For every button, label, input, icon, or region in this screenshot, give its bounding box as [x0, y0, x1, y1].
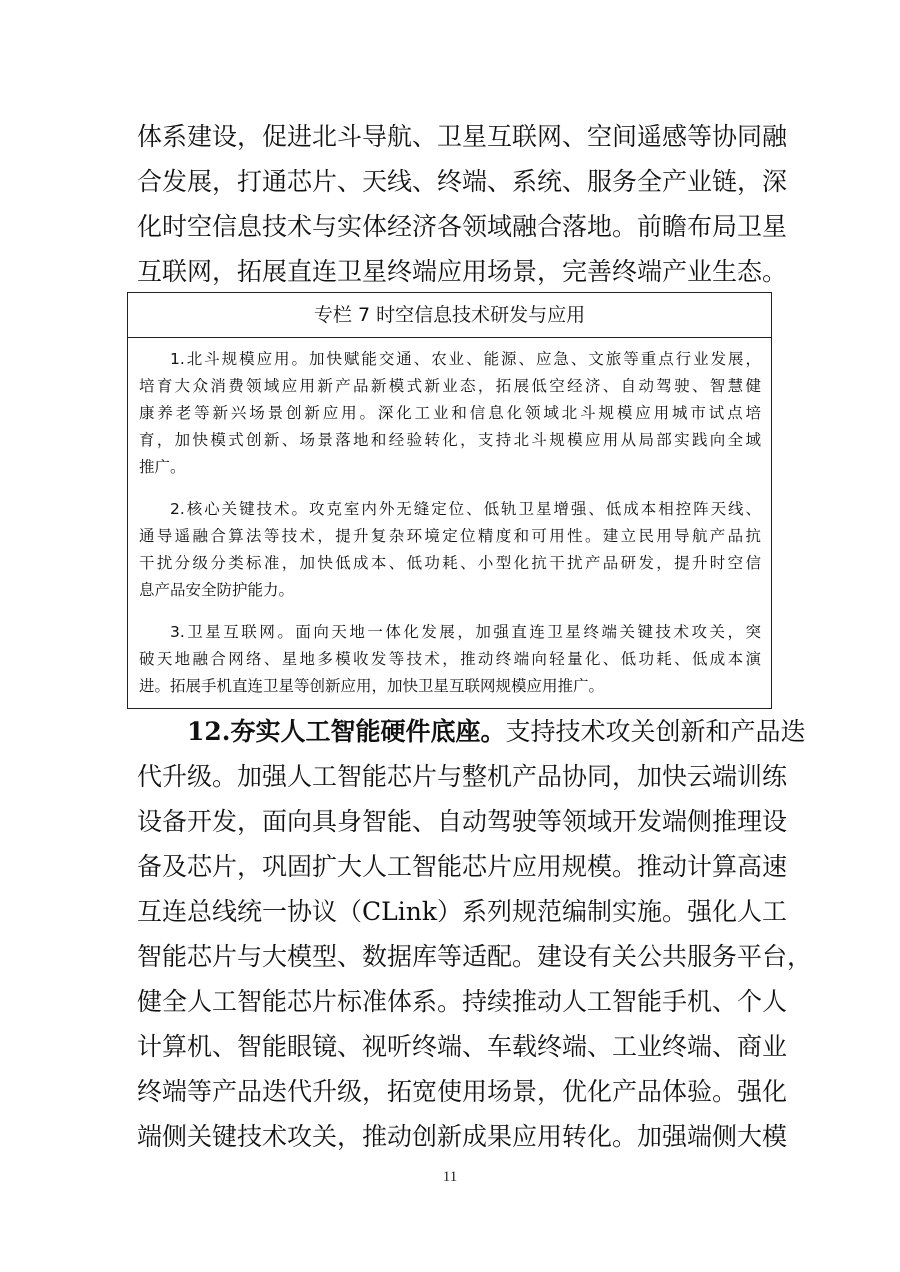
box-item-3-line-2: 破天地融合网络、星地多模收发等技术，推动终端向轻量化、低功耗、低成本演	[139, 650, 761, 668]
section-12-line-9: 终端等产品迭代升级，拓宽使用场景，优化产品体验。强化	[137, 1077, 788, 1106]
section-12-line-5: 互连总线统一协议（CLink）系列规范编制实施。强化人工	[137, 897, 787, 926]
box-item-3-heading: 3.卫星互联网。	[170, 623, 296, 641]
intro-line-2: 合发展，打通芯片、天线、终端、系统、服务全产业链，深	[137, 167, 788, 196]
box-item-2-line-2: 通导遥融合算法等技术，提升复杂环境定位精度和可用性。建立民用导航产品抗	[139, 527, 761, 545]
section-12-line-8: 计算机、智能眼镜、视听终端、车载终端、工业终端、商业	[137, 1032, 788, 1061]
box-item-1-line-2: 培育大众消费领域应用新产品新模式新业态，拓展低空经济、自动驾驶、智慧健	[139, 377, 761, 395]
page-number: 11	[442, 1169, 458, 1185]
section-12-line-1: 12.夯实人工智能硬件底座。支持技术攻关创新和产品迭	[187, 717, 806, 746]
column-box	[127, 292, 772, 709]
box-item-2-heading: 2.核心关键技术。	[170, 500, 309, 518]
box-item-1-line-1: 1.北斗规模应用。加快赋能交通、农业、能源、应急、文旅等重点行业发展，	[170, 350, 761, 368]
box-item-1-line-5: 推广。	[139, 458, 186, 476]
box-item-1-line-3: 康养老等新兴场景创新应用。深化工业和信息化领域北斗规模应用城市试点培	[139, 404, 761, 422]
section-12-line-10: 端侧关键技术攻关，推动创新成果应用转化。加强端侧大模	[137, 1122, 788, 1151]
section-12-line-6: 智能芯片与大模型、数据库等适配。建设有关公共服务平台，	[137, 942, 813, 971]
section-12-line-7: 健全人工智能芯片标准体系。持续推动人工智能手机、个人	[137, 987, 788, 1016]
box-item-3-line-1: 3.卫星互联网。面向天地一体化发展，加强直连卫星终端关键技术攻关，突	[170, 623, 761, 641]
intro-line-3: 化时空信息技术与实体经济各领域融合落地。前瞻布局卫星	[137, 212, 788, 241]
box-item-2-line-3: 干扰分级分类标准，加快低成本、低功耗、小型化抗干扰产品研发，提升时空信	[139, 554, 761, 572]
section-12-line-2: 代升级。加强人工智能芯片与整机产品协同，加快云端训练	[137, 762, 788, 791]
section-12-line-3: 设备开发，面向具身智能、自动驾驶等领域开发端侧推理设	[137, 807, 788, 836]
box-item-2-line-1: 2.核心关键技术。攻克室内外无缝定位、低轨卫星增强、低成本相控阵天线、	[170, 500, 761, 518]
box-item-3-line-3: 进。拓展手机直连卫星等创新应用，加快卫星互联网规模应用推广。	[139, 677, 605, 695]
intro-line-1: 体系建设，促进北斗导航、卫星互联网、空间遥感等协同融	[137, 122, 788, 151]
column-box-title: 专栏 7 时空信息技术研发与应用	[128, 293, 771, 338]
box-item-1-heading: 1.北斗规模应用。	[170, 350, 309, 368]
section-12-line-4: 备及芯片，巩固扩大人工智能芯片应用规模。推动计算高速	[137, 852, 788, 881]
box-item-2-line-4: 息产品安全防护能力。	[139, 581, 295, 599]
intro-line-4: 互联网，拓展直连卫星终端应用场景，完善终端产业生态。	[137, 257, 788, 286]
section-12-heading: 12.夯实人工智能硬件底座。	[187, 717, 506, 746]
box-item-1-line-4: 育，加快模式创新、场景落地和经验转化，支持北斗规模应用从局部实践向全域	[139, 431, 761, 449]
